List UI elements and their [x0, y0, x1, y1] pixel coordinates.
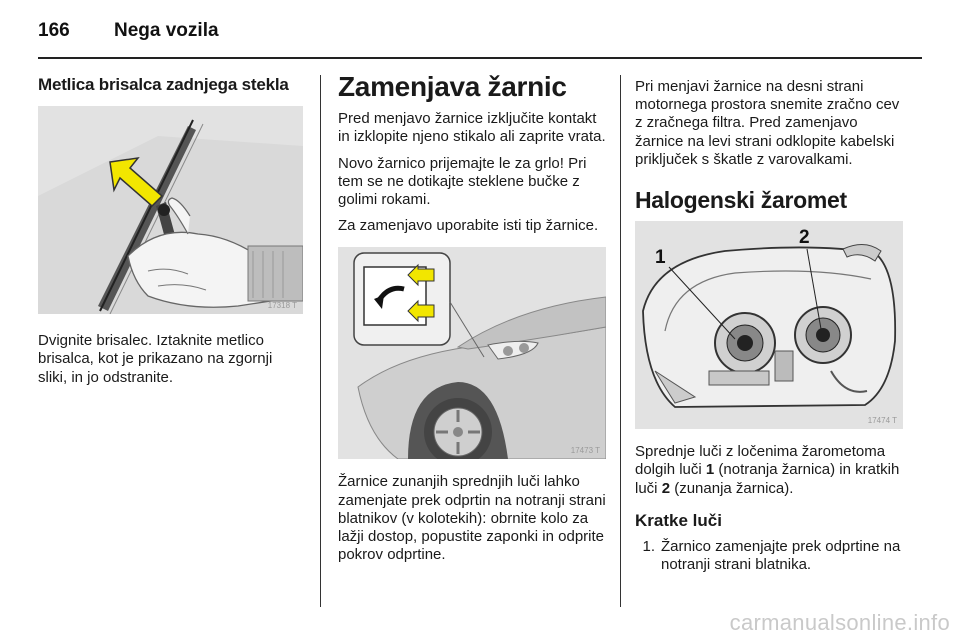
section-heading: Zamenjava žarnic: [338, 71, 567, 102]
car-bulb-access-figure: [338, 247, 606, 459]
list-item: [635, 538, 903, 574]
paragraph: Dvignite brisalec. Iztaknite metlico brisalca, kot je prikazano na zgornji sliki, in jo odstranite.: [38, 332, 273, 386]
section-title: Metlica brisalca zadnjega stekla: [38, 75, 289, 94]
column-3: [635, 70, 903, 574]
page-header: [38, 20, 219, 42]
figure-code: 17318 T: [267, 301, 297, 311]
section-heading: Halogenski žaromet: [635, 187, 847, 214]
column-2: [338, 70, 606, 564]
wiper-figure: [38, 106, 303, 314]
callout-label-1: 1: [655, 247, 666, 269]
paragraph: Žarnice zunanjih sprednjih luči lahko zamenjate prek odprtin na notranji strani blatnikov (v kolotekih): obrnite kolo za lažji dostop, popustite zaponki in odprite pokrov odprtine.: [338, 473, 606, 564]
paragraph: Za zamenjavo uporabite isti tip žarnice.: [338, 217, 599, 235]
header-rule: [38, 57, 922, 59]
callout-label-2: 2: [799, 227, 810, 249]
list-number: 1.: [642, 538, 655, 556]
watermark: carmanualsonline.info: [729, 610, 950, 635]
paragraph: Pri menjavi žarnice na desni strani motornega prostora snemite zračno cev z zračnega filtra. Pred zamenjavo žarnice na levi strani odklopite kabelski priključek s škatle z varovalkami.: [635, 78, 900, 168]
page-title: Nega vozila: [114, 20, 219, 41]
subheading: Kratke luči: [635, 510, 722, 530]
figure-caption: Sprednje luči z ločenima žarometoma dolgih luči 1 (notranja žarnica) in kratkih luči 2 (zunanja žarnica).: [635, 443, 900, 497]
page-number: 166: [38, 20, 70, 41]
figure-code: 17474 T: [867, 416, 897, 426]
column-1: [38, 70, 303, 387]
column-divider: [620, 75, 621, 607]
paragraph: Novo žarnico prijemajte le za grlo! Pri tem se ne dotikajte steklene bučke z golimi rokami.: [338, 154, 587, 209]
figure-code: 17473 T: [570, 446, 600, 456]
paragraph: Pred menjavo žarnice izključite kontakt in izklopite njeno stikalo ali zaprite vrata.: [338, 110, 606, 146]
column-divider: [320, 75, 321, 607]
headlight-figure: [635, 221, 903, 429]
list-text: Žarnico zamenjajte prek odprtine na notranji strani blatnika.: [661, 538, 901, 574]
